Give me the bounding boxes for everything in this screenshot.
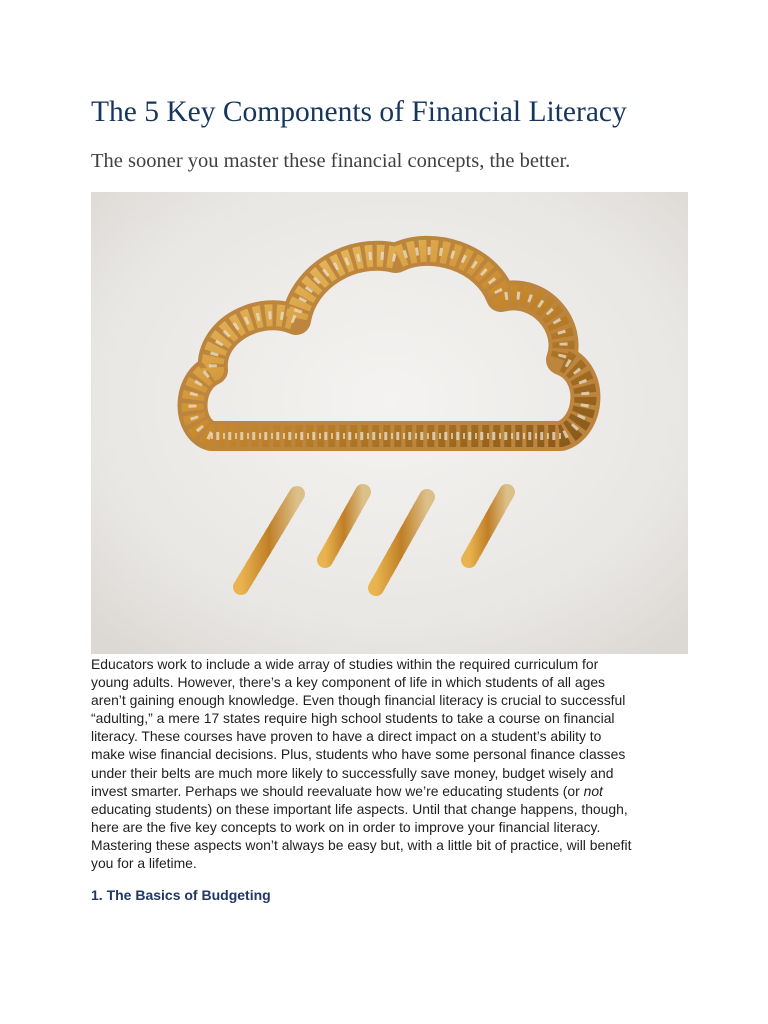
paragraph-line: young adults. However, there’s a key component of life in which students of all ages [91,674,605,691]
coin-cloud-illustration [91,192,688,654]
paragraph-line: here are the five key concepts to work on in order to improve your financial literacy. [91,818,601,835]
paragraph-line: you for a lifetime. [91,855,197,872]
emphasis-word: not [583,782,603,799]
paragraph-line: “adulting,” a mere 17 states require high school students to take a course on financial [91,710,615,727]
article-title: The 5 Key Components of Financial Literacy [91,96,627,128]
paragraph-line: Mastering these aspects won’t always be easy but, with a little bit of practice, will benefit [91,836,632,853]
paragraph-line-with-emphasis [91,782,691,800]
intro-paragraph [91,655,691,872]
article-subtitle: The sooner you master these financial concepts, the better. [91,150,571,172]
paragraph-line: Educators work to include a wide array of studies within the required curriculum for [91,656,599,672]
paragraph-line-start: invest smarter. Perhaps we should reevaluate how we’re educating students (or [91,782,584,799]
hero-image [91,192,688,654]
section-heading: 1. The Basics of Budgeting [91,887,271,903]
paragraph-line: aren’t gaining enough knowledge. Even though financial literacy is crucial to successful [91,692,626,709]
paragraph-line: under their belts are much more likely to successfully save money, budget wisely and [91,764,614,781]
paragraph-line: make wise financial decisions. Plus, students who have some personal finance classes [91,746,626,763]
paragraph-line: literacy. These courses have proven to have a direct impact on a student’s ability to [91,728,602,745]
paragraph-line: educating students) on these important life aspects. Until that change happens, though, [91,800,628,817]
